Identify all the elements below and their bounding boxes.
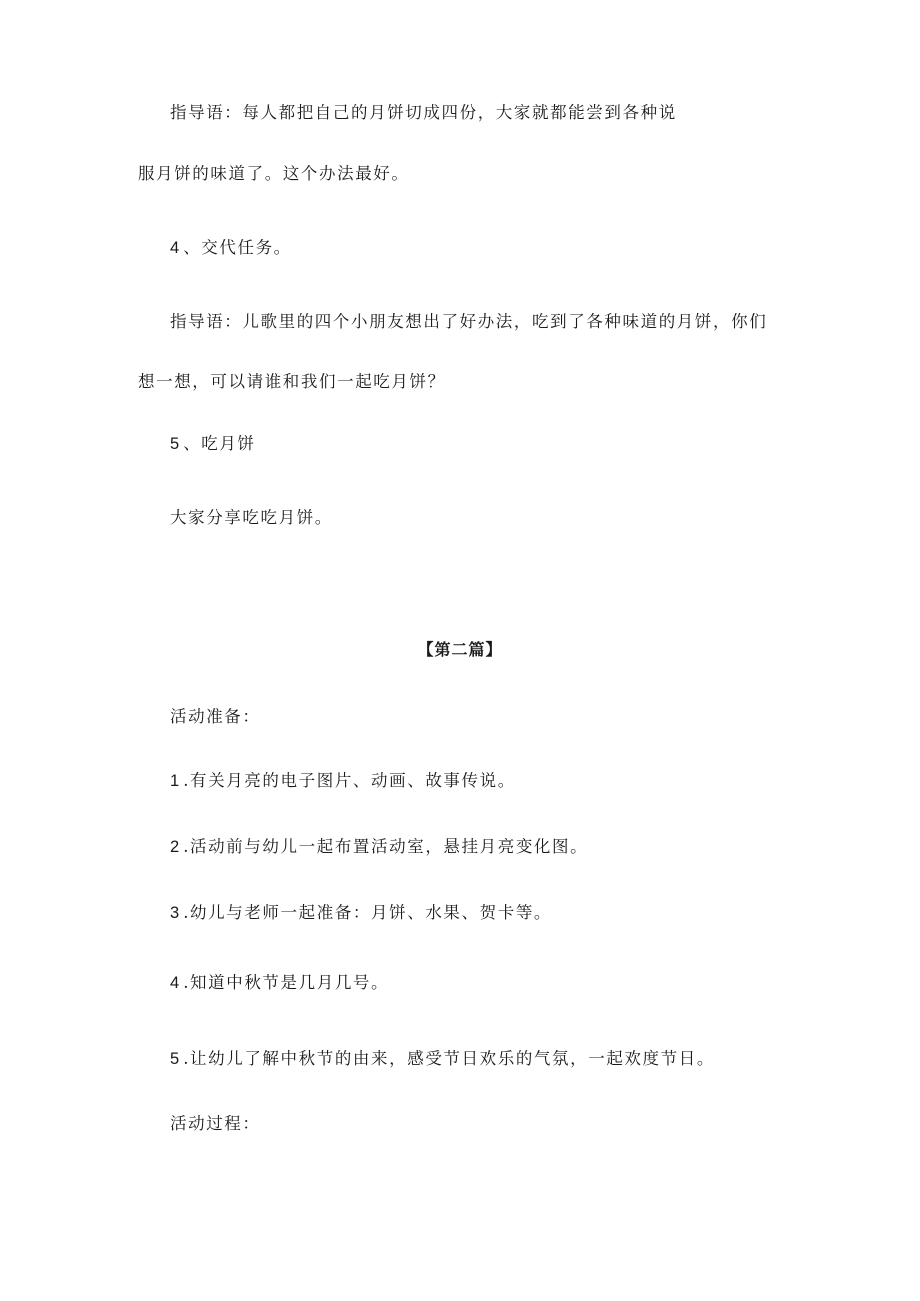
step-4-text: 、交代任务。 bbox=[183, 238, 292, 257]
preparation-item-3-number: 3 bbox=[170, 904, 180, 922]
guide-paragraph-1-line-2: 服月饼的味道了。这个办法最好。 bbox=[138, 164, 410, 183]
preparation-item-2-number: 2 bbox=[170, 838, 180, 856]
step-5-number: 5 bbox=[170, 435, 180, 453]
process-heading: 活动过程： bbox=[170, 1114, 261, 1133]
preparation-item-1-text: .有关月亮的电子图片、动画、故事传说。 bbox=[183, 771, 516, 790]
guide-paragraph-2-line-1: 指导语：儿歌里的四个小朋友想出了好办法，吃到了各种味道的月饼，你们 bbox=[170, 312, 768, 331]
preparation-item-1-number: 1 bbox=[170, 772, 180, 790]
preparation-item-2 bbox=[170, 835, 588, 859]
share-paragraph: 大家分享吃吃月饼。 bbox=[170, 508, 333, 527]
preparation-item-3-text: .幼儿与老师一起准备：月饼、水果、贺卡等。 bbox=[183, 903, 553, 922]
step-4-number: 4 bbox=[170, 239, 180, 257]
preparation-item-4-number: 4 bbox=[170, 974, 180, 992]
preparation-item-4-text: .知道中秋节是几月几号。 bbox=[183, 973, 390, 992]
preparation-item-1 bbox=[170, 769, 516, 793]
preparation-item-5 bbox=[170, 1047, 715, 1071]
step-5-text: 、吃月饼 bbox=[183, 434, 256, 453]
preparation-item-5-number: 5 bbox=[170, 1050, 180, 1068]
preparation-item-2-text: .活动前与幼儿一起布置活动室，悬挂月亮变化图。 bbox=[183, 837, 589, 856]
guide-paragraph-1-line-1: 指导语：每人都把自己的月饼切成四份，大家就都能尝到各种说 bbox=[170, 103, 677, 122]
preparation-item-5-text: .让幼儿了解中秋节的由来，感受节日欢乐的气氛，一起欢度节日。 bbox=[183, 1049, 715, 1068]
preparation-item-4 bbox=[170, 971, 389, 995]
section-two-title: 【第二篇】 bbox=[417, 640, 503, 659]
step-5-heading bbox=[170, 432, 256, 456]
preparation-heading: 活动准备： bbox=[170, 707, 261, 726]
step-4-heading bbox=[170, 236, 292, 260]
preparation-item-3 bbox=[170, 901, 552, 925]
guide-paragraph-2-line-2: 想一想，可以请谁和我们一起吃月饼？ bbox=[138, 372, 446, 391]
